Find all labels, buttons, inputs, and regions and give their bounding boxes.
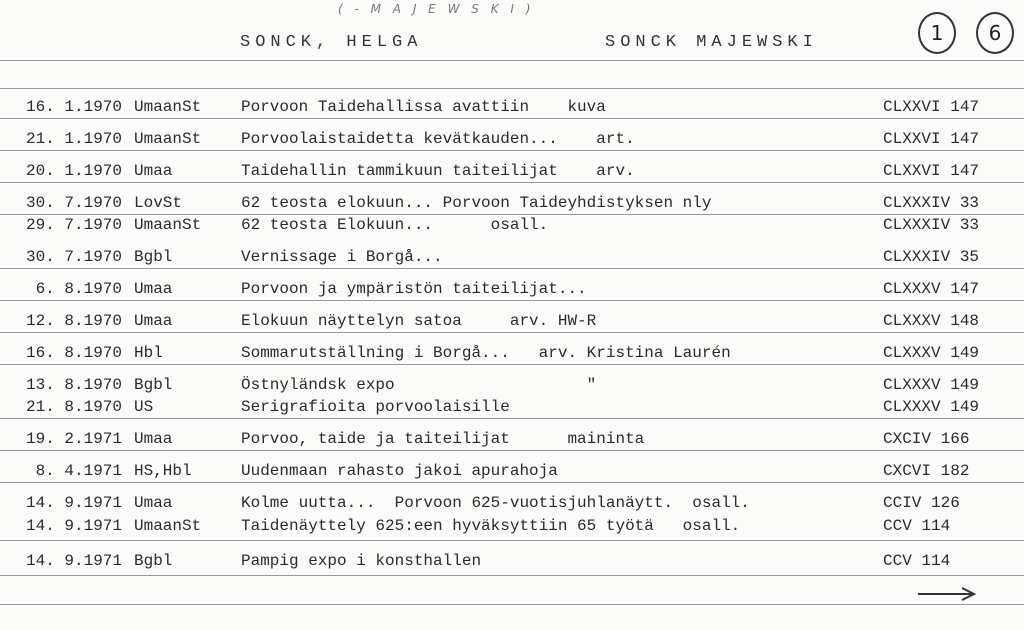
entry-source: Hbl [134,344,163,362]
entry-ref: CLXXXV 149 [883,344,980,362]
entry-row [0,130,1024,150]
entry-ref: CLXXXV 149 [883,398,980,416]
entry-date: 16. 8.1970 [25,344,122,362]
row-rule [0,268,1024,269]
row-rule [0,332,1024,333]
entry-date: 30. 7.1970 [25,248,122,266]
entry-date: 21. 8.1970 [25,398,122,416]
continue-arrow-icon [916,584,978,604]
entry-text: Uudenmaan rahasto jakoi apurahoja [241,462,558,480]
entry-text: Pampig expo i konsthallen [241,552,482,570]
entry-date: 21. 1.1970 [25,130,122,148]
row-rule [0,364,1024,365]
entry-date: 30. 7.1970 [25,194,122,212]
entry-text: Taidehallin tammikuun taiteilijat arv. [241,162,635,180]
entry-source: Umaa [134,430,173,448]
circled-number-1: 1 [918,12,956,54]
header-rule-2 [0,88,1024,89]
entry-text: Vernissage i Borgå... [241,248,443,266]
entry-date: 12. 8.1970 [25,312,122,330]
row-rule [0,450,1024,451]
entry-source: UmaanSt [134,130,202,148]
entry-source: Umaa [134,280,173,298]
entry-ref: CLXXXV 147 [883,280,980,298]
entry-source: UmaanSt [134,517,202,535]
entry-source: HS,Hbl [134,462,192,480]
entry-text: Porvoolaistaidetta kevätkauden... art. [241,130,635,148]
entry-row [0,517,1024,537]
entry-row [0,494,1024,514]
entry-source: Bgbl [134,552,173,570]
entry-text: 62 teosta Elokuun... osall. [241,216,549,234]
entry-date: 20. 1.1970 [25,162,122,180]
entry-row [0,552,1024,572]
row-rule [0,482,1024,483]
entry-ref: CCV 114 [883,552,951,570]
entry-date: 14. 9.1971 [25,494,122,512]
entry-date: 29. 7.1970 [25,216,122,234]
row-rule [0,118,1024,119]
row-rule [0,540,1024,541]
handwritten-note: ( - M A J E W S K I ) [338,2,535,16]
entry-text: Kolme uutta... Porvoon 625-vuotisjuhlanäytt. osall. [241,494,750,512]
entry-source: US [134,398,154,416]
entry-date: 14. 9.1971 [25,552,122,570]
entry-source: Bgbl [134,248,173,266]
entry-text: Porvoo, taide ja taiteilijat maininta [241,430,645,448]
entry-ref: CCV 114 [883,517,951,535]
entry-text: Porvoon Taidehallissa avattiin kuva [241,98,606,116]
entry-ref: CCIV 126 [883,494,960,512]
entry-text: Taidenäyttely 625:een hyväksyttiin 65 työtä osall. [241,517,741,535]
entry-date: 19. 2.1971 [25,430,122,448]
entry-source: UmaanSt [134,216,202,234]
row-rule [0,604,1024,605]
entry-text: 62 teosta elokuun... Porvoon Taideyhdistyksen nly [241,194,712,212]
header-rule [0,60,1024,61]
entry-text: Serigrafioita porvoolaisille [241,398,510,416]
entry-ref: CLXXXV 148 [883,312,980,330]
entry-text: Porvoon ja ympäristön taiteilijat... [241,280,587,298]
entry-ref: CXCVI 182 [883,462,970,480]
entry-source: Umaa [134,494,173,512]
entry-text: Elokuun näyttelyn satoa arv. HW-R [241,312,597,330]
entry-ref: CLXXXIV 35 [883,248,980,266]
entry-row [0,430,1024,450]
entry-row [0,248,1024,268]
row-rule [0,418,1024,419]
entry-row [0,280,1024,300]
entry-row [0,162,1024,182]
entry-ref: CLXXVI 147 [883,98,980,116]
entry-row [0,462,1024,482]
entry-source: Umaa [134,162,173,180]
entry-ref: CXCIV 166 [883,430,970,448]
entry-ref: CLXXXV 149 [883,376,980,394]
entry-text: Östnyländsk expo " [241,376,597,394]
entry-ref: CLXXXIV 33 [883,216,980,234]
entry-date: 6. 8.1970 [35,280,122,298]
entry-row [0,98,1024,118]
entry-ref: CLXXVI 147 [883,162,980,180]
entry-row [0,312,1024,332]
entry-row [0,216,1024,236]
entry-source: Umaa [134,312,173,330]
entry-row [0,376,1024,396]
entry-text: Sommarutställning i Borgå... arv. Kristina Laurén [241,344,731,362]
entry-row [0,344,1024,364]
entry-date: 8. 4.1971 [35,462,122,480]
entry-source: UmaanSt [134,98,202,116]
entry-date: 14. 9.1971 [25,517,122,535]
card-name-left: SONCK, HELGA [240,33,423,52]
row-rule [0,300,1024,301]
entry-row [0,194,1024,214]
row-rule [0,575,1024,576]
entry-date: 13. 8.1970 [25,376,122,394]
entry-source: Bgbl [134,376,173,394]
entry-date: 16. 1.1970 [25,98,122,116]
entry-source: LovSt [134,194,183,212]
entry-row [0,398,1024,418]
row-rule [0,182,1024,183]
card-name-right: SONCK MAJEWSKI [605,33,818,52]
row-rule [0,214,1024,215]
circled-number-2: 6 [976,12,1014,54]
row-rule [0,150,1024,151]
entry-ref: CLXXVI 147 [883,130,980,148]
entry-ref: CLXXXIV 33 [883,194,980,212]
